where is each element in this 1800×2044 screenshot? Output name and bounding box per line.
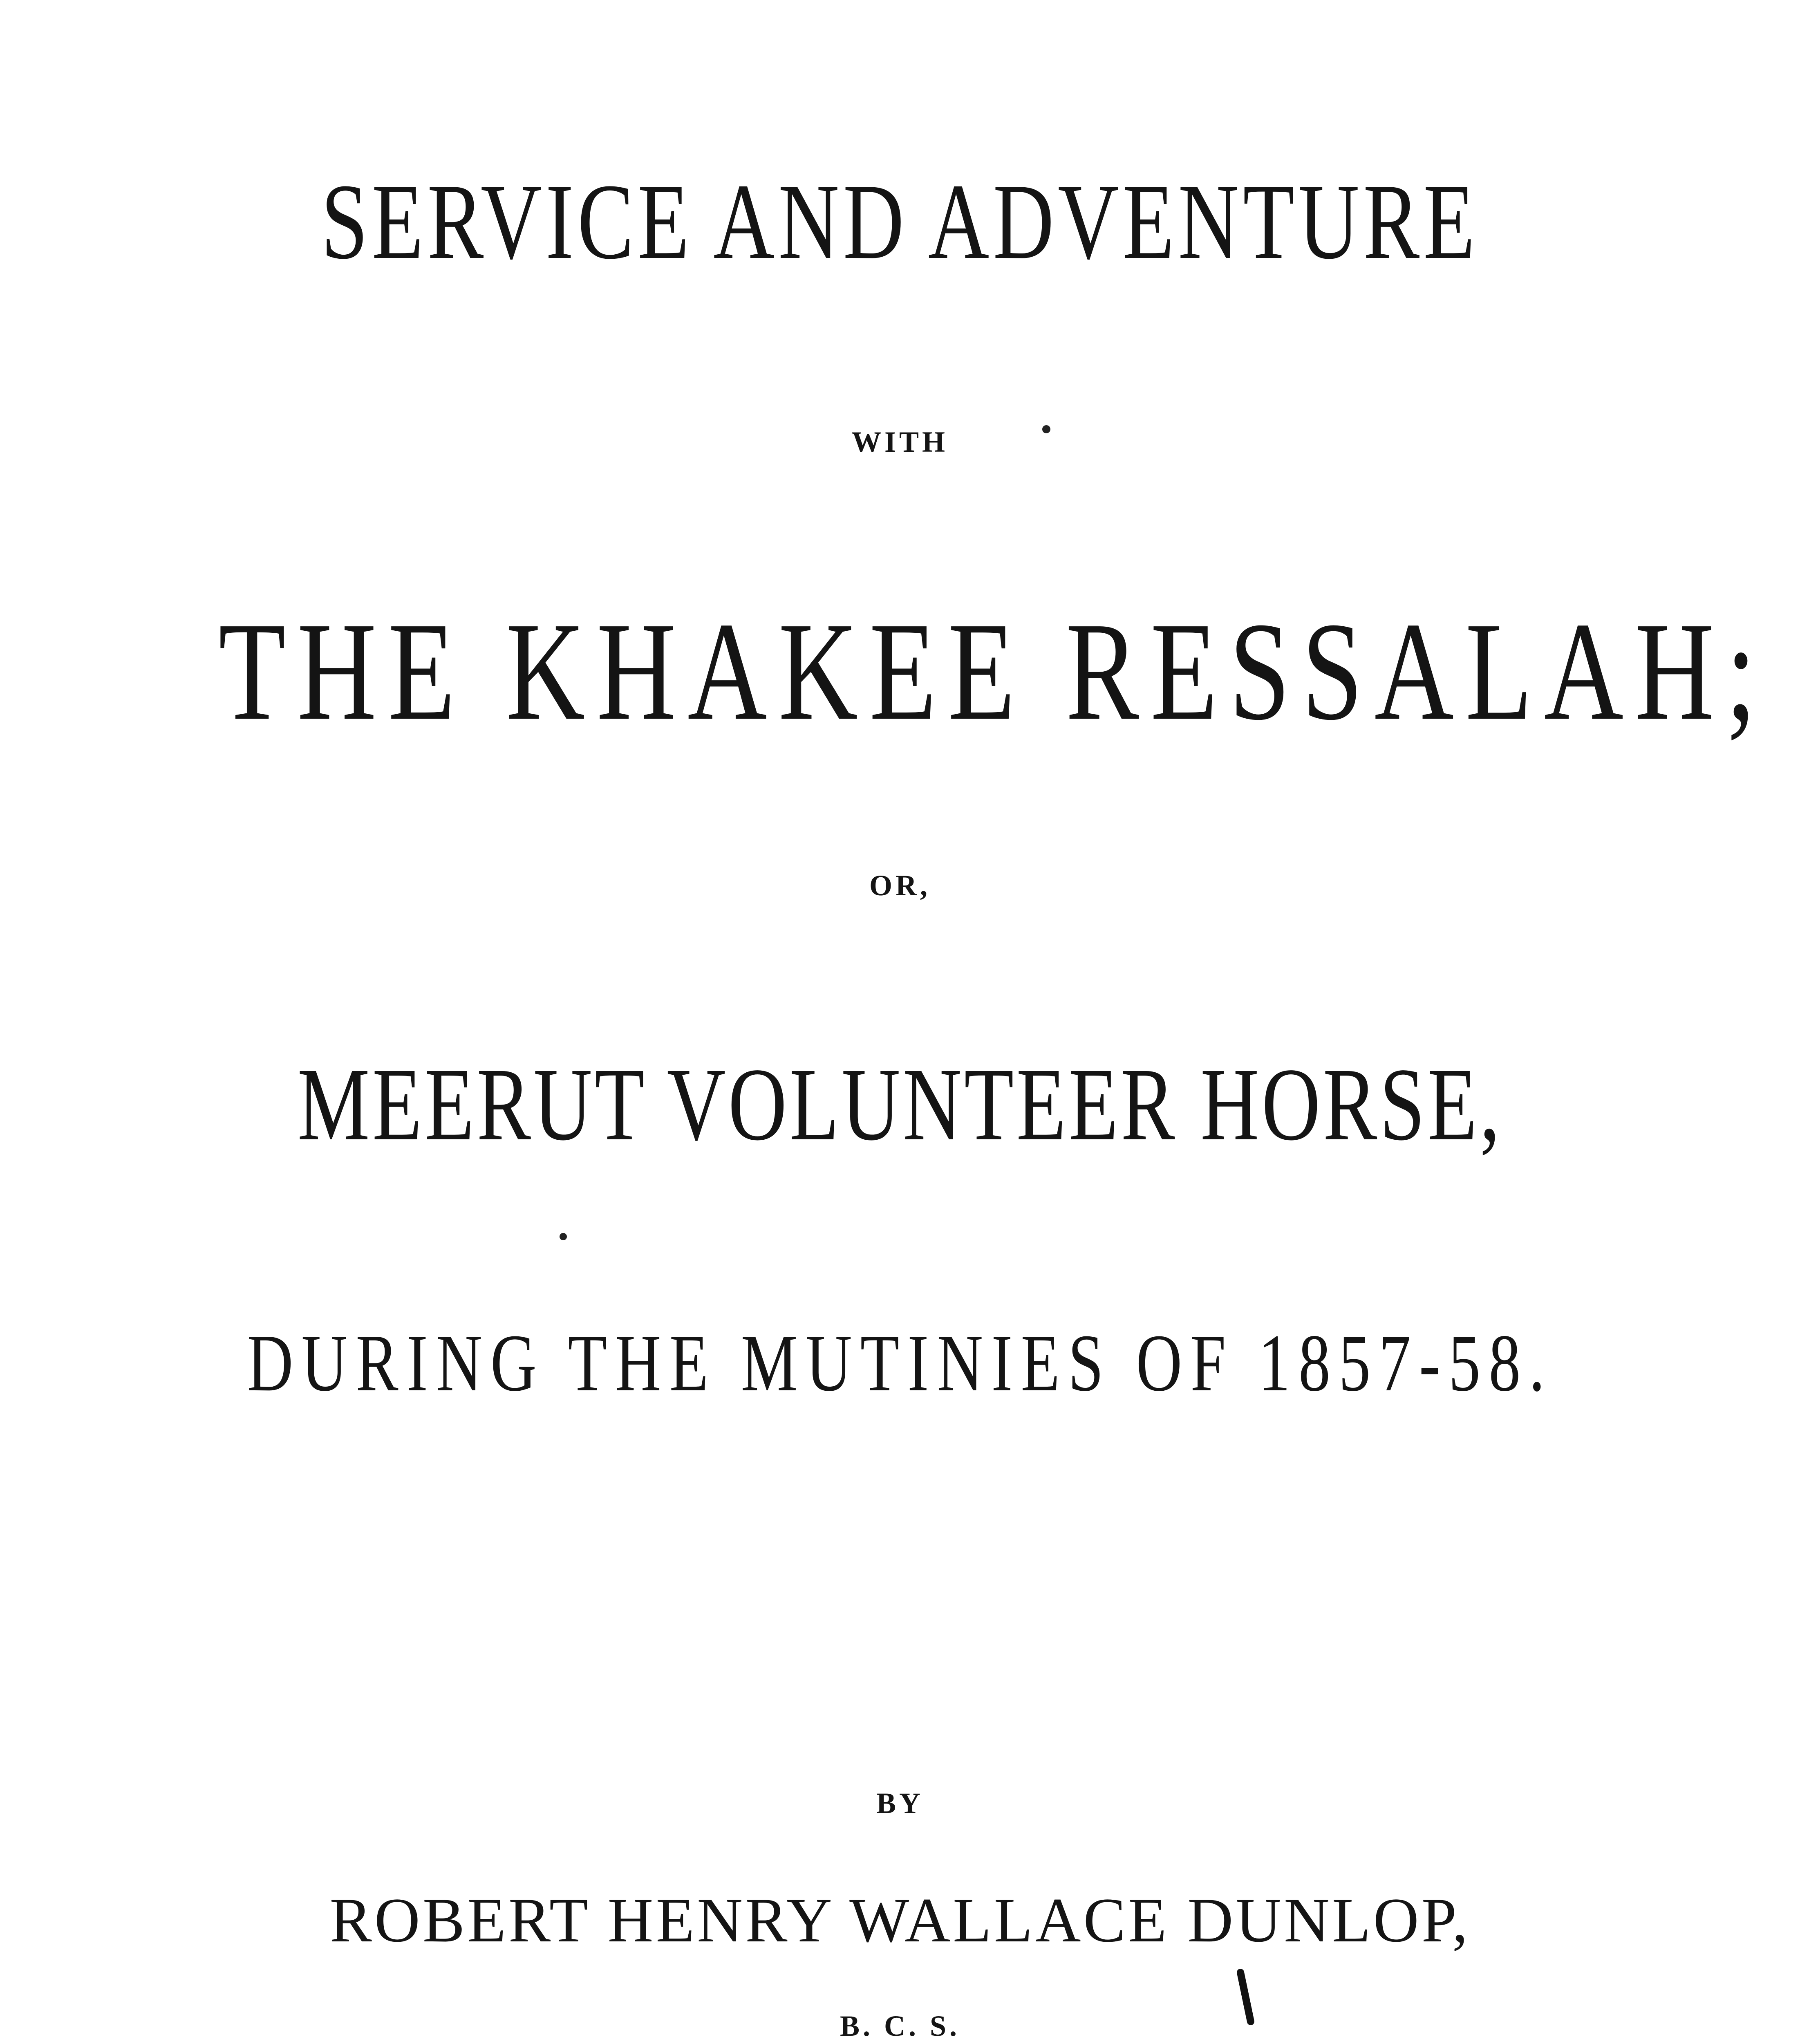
author-name: ROBERT HENRY WALLACE DUNLOP, — [329, 1885, 1471, 1955]
subtitle-meerut-text: MEERUT VOLUNTEER HORSE, — [297, 1047, 1503, 1162]
title-line-service-and-adventure — [0, 162, 1800, 282]
subtitle-during-the-mutinies — [0, 1318, 1800, 1408]
author-affiliation: B. C. S. — [840, 2010, 960, 2042]
subtitle-meerut-volunteer-horse — [0, 1047, 1800, 1162]
speck-dot — [560, 1233, 567, 1240]
connector-with: WITH — [851, 426, 949, 458]
connector-by: BY — [876, 1787, 924, 1820]
connector-or: OR, — [869, 869, 931, 902]
main-title-text: THE KHAKEE RESSALAH; — [218, 593, 1768, 749]
subtitle-during-text: DURING THE MUTINIES OF 1857-58. — [247, 1318, 1553, 1408]
title-line-1-text: SERVICE AND ADVENTURE — [321, 162, 1479, 282]
main-title — [0, 593, 1800, 749]
